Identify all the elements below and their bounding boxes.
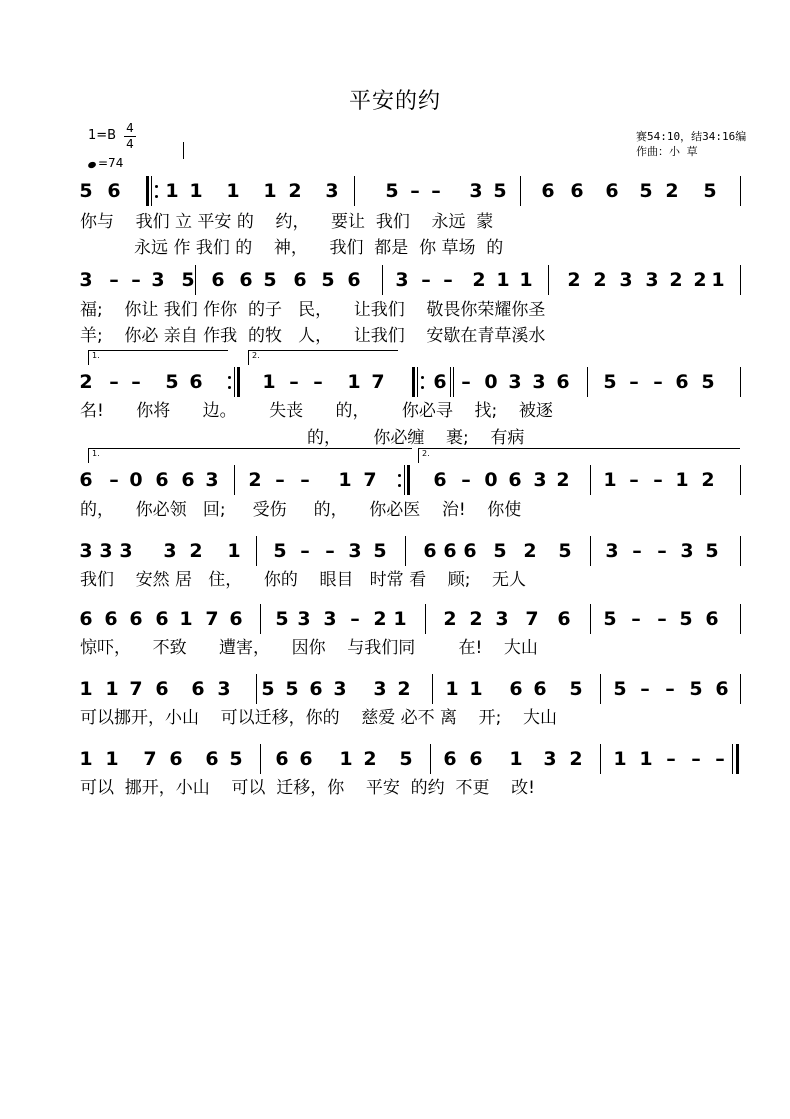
score-note: 6 [541, 180, 555, 202]
barline [740, 265, 741, 295]
score-note: – [657, 608, 667, 630]
score-note: 1 [347, 371, 361, 393]
score-note: 5 [321, 269, 335, 291]
score-note: 0 [484, 371, 498, 393]
quarter-note-icon [87, 161, 97, 169]
score-note: 1 [227, 540, 241, 562]
score-note: – [289, 371, 299, 393]
score-note: 6 [155, 608, 169, 630]
score-note: – [325, 540, 335, 562]
score-note: – [657, 540, 667, 562]
score-note: 6 [443, 540, 457, 562]
lyric-line: 可以 挪开，小山 可以 迁移，你 平安 的约 不更 改! [80, 778, 535, 798]
score-note: 6 [239, 269, 253, 291]
score-note: 3 [297, 608, 311, 630]
score-note: 1 [79, 678, 93, 700]
score-note: – [275, 469, 285, 491]
score-note: 1 [179, 608, 193, 630]
repeat-dot [155, 185, 158, 188]
score-note: – [109, 371, 119, 393]
score-note: 2 [567, 269, 581, 291]
repeat-end [234, 367, 235, 397]
score-note: 6 [293, 269, 307, 291]
score-note: 2 [472, 269, 486, 291]
barline [260, 744, 261, 774]
score-note: 2 [701, 469, 715, 491]
score-note: 6 [155, 678, 169, 700]
repeat-dot [421, 386, 424, 389]
score-note: 3 [645, 269, 659, 291]
lyric-line: 羊; 你必 亲自 作我 的牧 人， 让我们 安歇在青草溪水 [80, 326, 546, 346]
lyric-line: 你与 我们 立 平安 的 约， 要让 我们 永远 蒙 [80, 212, 494, 232]
score-note: 6 [104, 608, 118, 630]
barline [520, 176, 521, 206]
score-note: 6 [347, 269, 361, 291]
score-note: 5 [493, 180, 507, 202]
score-note: 6 [309, 678, 323, 700]
lyric-line: 的， 你必缠 裹; 有病 [80, 428, 525, 448]
score-note: 2 [288, 180, 302, 202]
barline [590, 536, 591, 566]
time-signature: 4 4 [124, 121, 136, 152]
final-barline [736, 744, 739, 774]
lyric-line: 惊吓， 不致 遭害， 因你 与我们同 在! 大山 [80, 638, 538, 658]
score-note: 6 [229, 608, 243, 630]
score-note: 1 [496, 269, 510, 291]
score-note: – [300, 469, 310, 491]
score-note: 5 [79, 180, 93, 202]
repeat-dot [398, 484, 401, 487]
volta-bracket: 1. [88, 448, 412, 463]
score-note: 1 [445, 678, 459, 700]
score-note: 5 [399, 748, 413, 770]
score-note: 5 [701, 371, 715, 393]
score-note: 5 [165, 371, 179, 393]
score-note: 6 [107, 180, 121, 202]
score-note: – [653, 371, 663, 393]
score-note: 6 [189, 371, 203, 393]
score-note: 5 [493, 540, 507, 562]
score-note: 6 [423, 540, 437, 562]
score-note: 7 [363, 469, 377, 491]
score-note: 2 [248, 469, 262, 491]
score-note: 1 [393, 608, 407, 630]
score-note: 2 [693, 269, 707, 291]
score-note: 6 [557, 608, 571, 630]
score-note: 0 [484, 469, 498, 491]
barline [587, 367, 588, 397]
barline [548, 265, 549, 295]
score-note: 5 [229, 748, 243, 770]
arranger-credit: 赛54:10，结34:16编 [636, 130, 747, 143]
score-note: 1 [226, 180, 240, 202]
barline [354, 176, 355, 206]
final-barline [732, 744, 733, 774]
score-note: 6 [155, 469, 169, 491]
score-note: 6 [469, 748, 483, 770]
score-note: 3 [79, 540, 93, 562]
barline [740, 674, 741, 704]
score-note: – [715, 748, 725, 770]
score-note: 1 [603, 469, 617, 491]
barline [260, 604, 261, 634]
barline [600, 674, 601, 704]
score-note: 3 [119, 540, 133, 562]
score-note: 5 [285, 678, 299, 700]
score-note: 2 [79, 371, 93, 393]
score-note: 6 [556, 371, 570, 393]
score-note: 2 [669, 269, 683, 291]
composer-credit: 作曲：小 草 [636, 145, 698, 158]
barline [590, 604, 591, 634]
score-note: – [431, 180, 441, 202]
score-note: 6 [533, 678, 547, 700]
lyric-line: 我们 安然 居 住， 你的 眼目 时常 看 顾; 无人 [80, 570, 527, 590]
score-note: 6 [191, 678, 205, 700]
score-note: 6 [79, 608, 93, 630]
score-note: 1 [469, 678, 483, 700]
score-note: 5 [613, 678, 627, 700]
score-note: 6 [508, 469, 522, 491]
score-note: 3 [680, 540, 694, 562]
score-note: 3 [543, 748, 557, 770]
barline [590, 465, 591, 495]
score-note: – [640, 678, 650, 700]
score-note: 1 [262, 371, 276, 393]
score-note: 2 [556, 469, 570, 491]
score-note: 1 [105, 678, 119, 700]
score-note: – [131, 371, 141, 393]
score-note: 1 [189, 180, 203, 202]
score-note: 5 [639, 180, 653, 202]
score-note: 3 [99, 540, 113, 562]
score-note: 5 [603, 608, 617, 630]
barline [740, 367, 741, 397]
score-note: 5 [679, 608, 693, 630]
score-note: 2 [397, 678, 411, 700]
score-note: – [421, 269, 431, 291]
score-note: 6 [299, 748, 313, 770]
score-note: 3 [495, 608, 509, 630]
score-note: 5 [689, 678, 703, 700]
score-note: – [461, 469, 471, 491]
score-note: 6 [570, 180, 584, 202]
score-note: 7 [205, 608, 219, 630]
score-note: 5 [263, 269, 277, 291]
score-note: – [350, 608, 360, 630]
score-note: 3 [325, 180, 339, 202]
repeat-start [412, 367, 415, 397]
score-note: 1 [519, 269, 533, 291]
score-note: 3 [469, 180, 483, 202]
score-note: 1 [509, 748, 523, 770]
score-note: 6 [605, 180, 619, 202]
lyric-line: 可以挪开，小山 可以迁移，你的 慈爱 必不 离 开; 大山 [80, 708, 557, 728]
score-note: 3 [619, 269, 633, 291]
score-note: 1 [263, 180, 277, 202]
score-note: 1 [675, 469, 689, 491]
score-note: 6 [275, 748, 289, 770]
score-note: 6 [705, 608, 719, 630]
score-note: 5 [181, 269, 195, 291]
score-note: – [313, 371, 323, 393]
score-note: – [131, 269, 141, 291]
repeat-end [237, 367, 240, 397]
barline [234, 465, 235, 495]
score-note: 2 [665, 180, 679, 202]
lyric-line: 名! 你将 边。 失丧 的， 你必寻 找; 被逐 [80, 401, 553, 421]
score-note: 5 [261, 678, 275, 700]
score-note: 3 [79, 269, 93, 291]
score-note: 3 [163, 540, 177, 562]
barline [425, 604, 426, 634]
score-note: 7 [129, 678, 143, 700]
score-note: 6 [169, 748, 183, 770]
score-note: 3 [205, 469, 219, 491]
score-note: 2 [523, 540, 537, 562]
score-note: 3 [373, 678, 387, 700]
score-note: 2 [593, 269, 607, 291]
score-note: 2 [443, 608, 457, 630]
barline [600, 744, 601, 774]
score-note: 5 [275, 608, 289, 630]
score-note: – [410, 180, 420, 202]
score-note: – [653, 469, 663, 491]
score-note: 3 [333, 678, 347, 700]
score-note: 5 [373, 540, 387, 562]
score-note: 6 [463, 540, 477, 562]
score-note: 0 [129, 469, 143, 491]
score-note: 5 [705, 540, 719, 562]
score-note: 1 [711, 269, 725, 291]
score-note: 6 [433, 371, 447, 393]
barline [740, 604, 741, 634]
song-title: 平安的约 [348, 89, 441, 114]
barline [740, 176, 741, 206]
barline [453, 367, 454, 397]
score-note: 3 [323, 608, 337, 630]
repeat-end [404, 465, 405, 495]
score-note: 5 [703, 180, 717, 202]
score-note: 2 [373, 608, 387, 630]
repeat-start [151, 176, 152, 206]
repeat-dot [228, 386, 231, 389]
score-note: – [629, 469, 639, 491]
repeat-dot [398, 474, 401, 477]
repeat-start [146, 176, 149, 206]
score-note: 6 [715, 678, 729, 700]
score-note: 3 [395, 269, 409, 291]
barline [382, 265, 383, 295]
score-note: – [665, 678, 675, 700]
volta-bracket: 1. [88, 350, 228, 365]
score-note: 5 [569, 678, 583, 700]
score-note: 6 [509, 678, 523, 700]
score-note: 1 [339, 748, 353, 770]
tempo-marking: =74 [88, 156, 123, 170]
score-note: 1 [338, 469, 352, 491]
score-note: 3 [605, 540, 619, 562]
repeat-dot [421, 376, 424, 379]
repeat-end [407, 465, 410, 495]
volta-bracket: 2. [248, 350, 398, 365]
score-note: 2 [189, 540, 203, 562]
score-note: 7 [143, 748, 157, 770]
barline [256, 536, 257, 566]
repeat-dot [228, 376, 231, 379]
score-note: 3 [533, 469, 547, 491]
score-note: 3 [348, 540, 362, 562]
score-note: 1 [639, 748, 653, 770]
score-note: – [629, 371, 639, 393]
score-note: 3 [217, 678, 231, 700]
score-note: 6 [129, 608, 143, 630]
score-note: 1 [613, 748, 627, 770]
score-note: 3 [508, 371, 522, 393]
score-note: – [666, 748, 676, 770]
score-note: 6 [433, 469, 447, 491]
score-note: 1 [165, 180, 179, 202]
score-note: – [691, 748, 701, 770]
barline [740, 465, 741, 495]
repeat-start [417, 367, 418, 397]
score-note: 6 [79, 469, 93, 491]
score-note: – [109, 469, 119, 491]
barline [430, 744, 431, 774]
score-note: – [109, 269, 119, 291]
score-note: 6 [205, 748, 219, 770]
barline [256, 674, 257, 704]
score-note: 5 [273, 540, 287, 562]
score-note: 6 [675, 371, 689, 393]
score-note: – [300, 540, 310, 562]
score-note: – [443, 269, 453, 291]
score-note: 6 [443, 748, 457, 770]
score-note: 6 [181, 469, 195, 491]
score-note: – [631, 608, 641, 630]
score-note: – [461, 371, 471, 393]
score-note: 1 [79, 748, 93, 770]
score-note: 2 [363, 748, 377, 770]
score-note: 2 [469, 608, 483, 630]
score-note: 2 [569, 748, 583, 770]
repeat-dot [155, 195, 158, 198]
score-note: 7 [525, 608, 539, 630]
barline [432, 674, 433, 704]
lyric-line: 永远 作 我们 的 神， 我们 都是 你 草场 的 [80, 238, 504, 258]
score-note: 5 [603, 371, 617, 393]
score-note: 6 [211, 269, 225, 291]
score-note: 5 [385, 180, 399, 202]
lyric-line: 的， 你必领 回; 受伤 的， 你必医 治! 你使 [80, 500, 522, 520]
key-signature: 1=B [88, 128, 117, 143]
score-note: 5 [558, 540, 572, 562]
barline [405, 536, 406, 566]
score-note: 3 [532, 371, 546, 393]
score-note: 1 [105, 748, 119, 770]
volta-bracket: 2. [418, 448, 740, 463]
barline [195, 265, 196, 295]
lyric-line: 福; 你让 我们 作你 的子 民， 让我们 敬畏你荣耀你圣 [80, 300, 546, 320]
barline [450, 367, 451, 397]
score-note: 3 [151, 269, 165, 291]
score-note: 7 [371, 371, 385, 393]
score-note: – [632, 540, 642, 562]
barline [740, 536, 741, 566]
